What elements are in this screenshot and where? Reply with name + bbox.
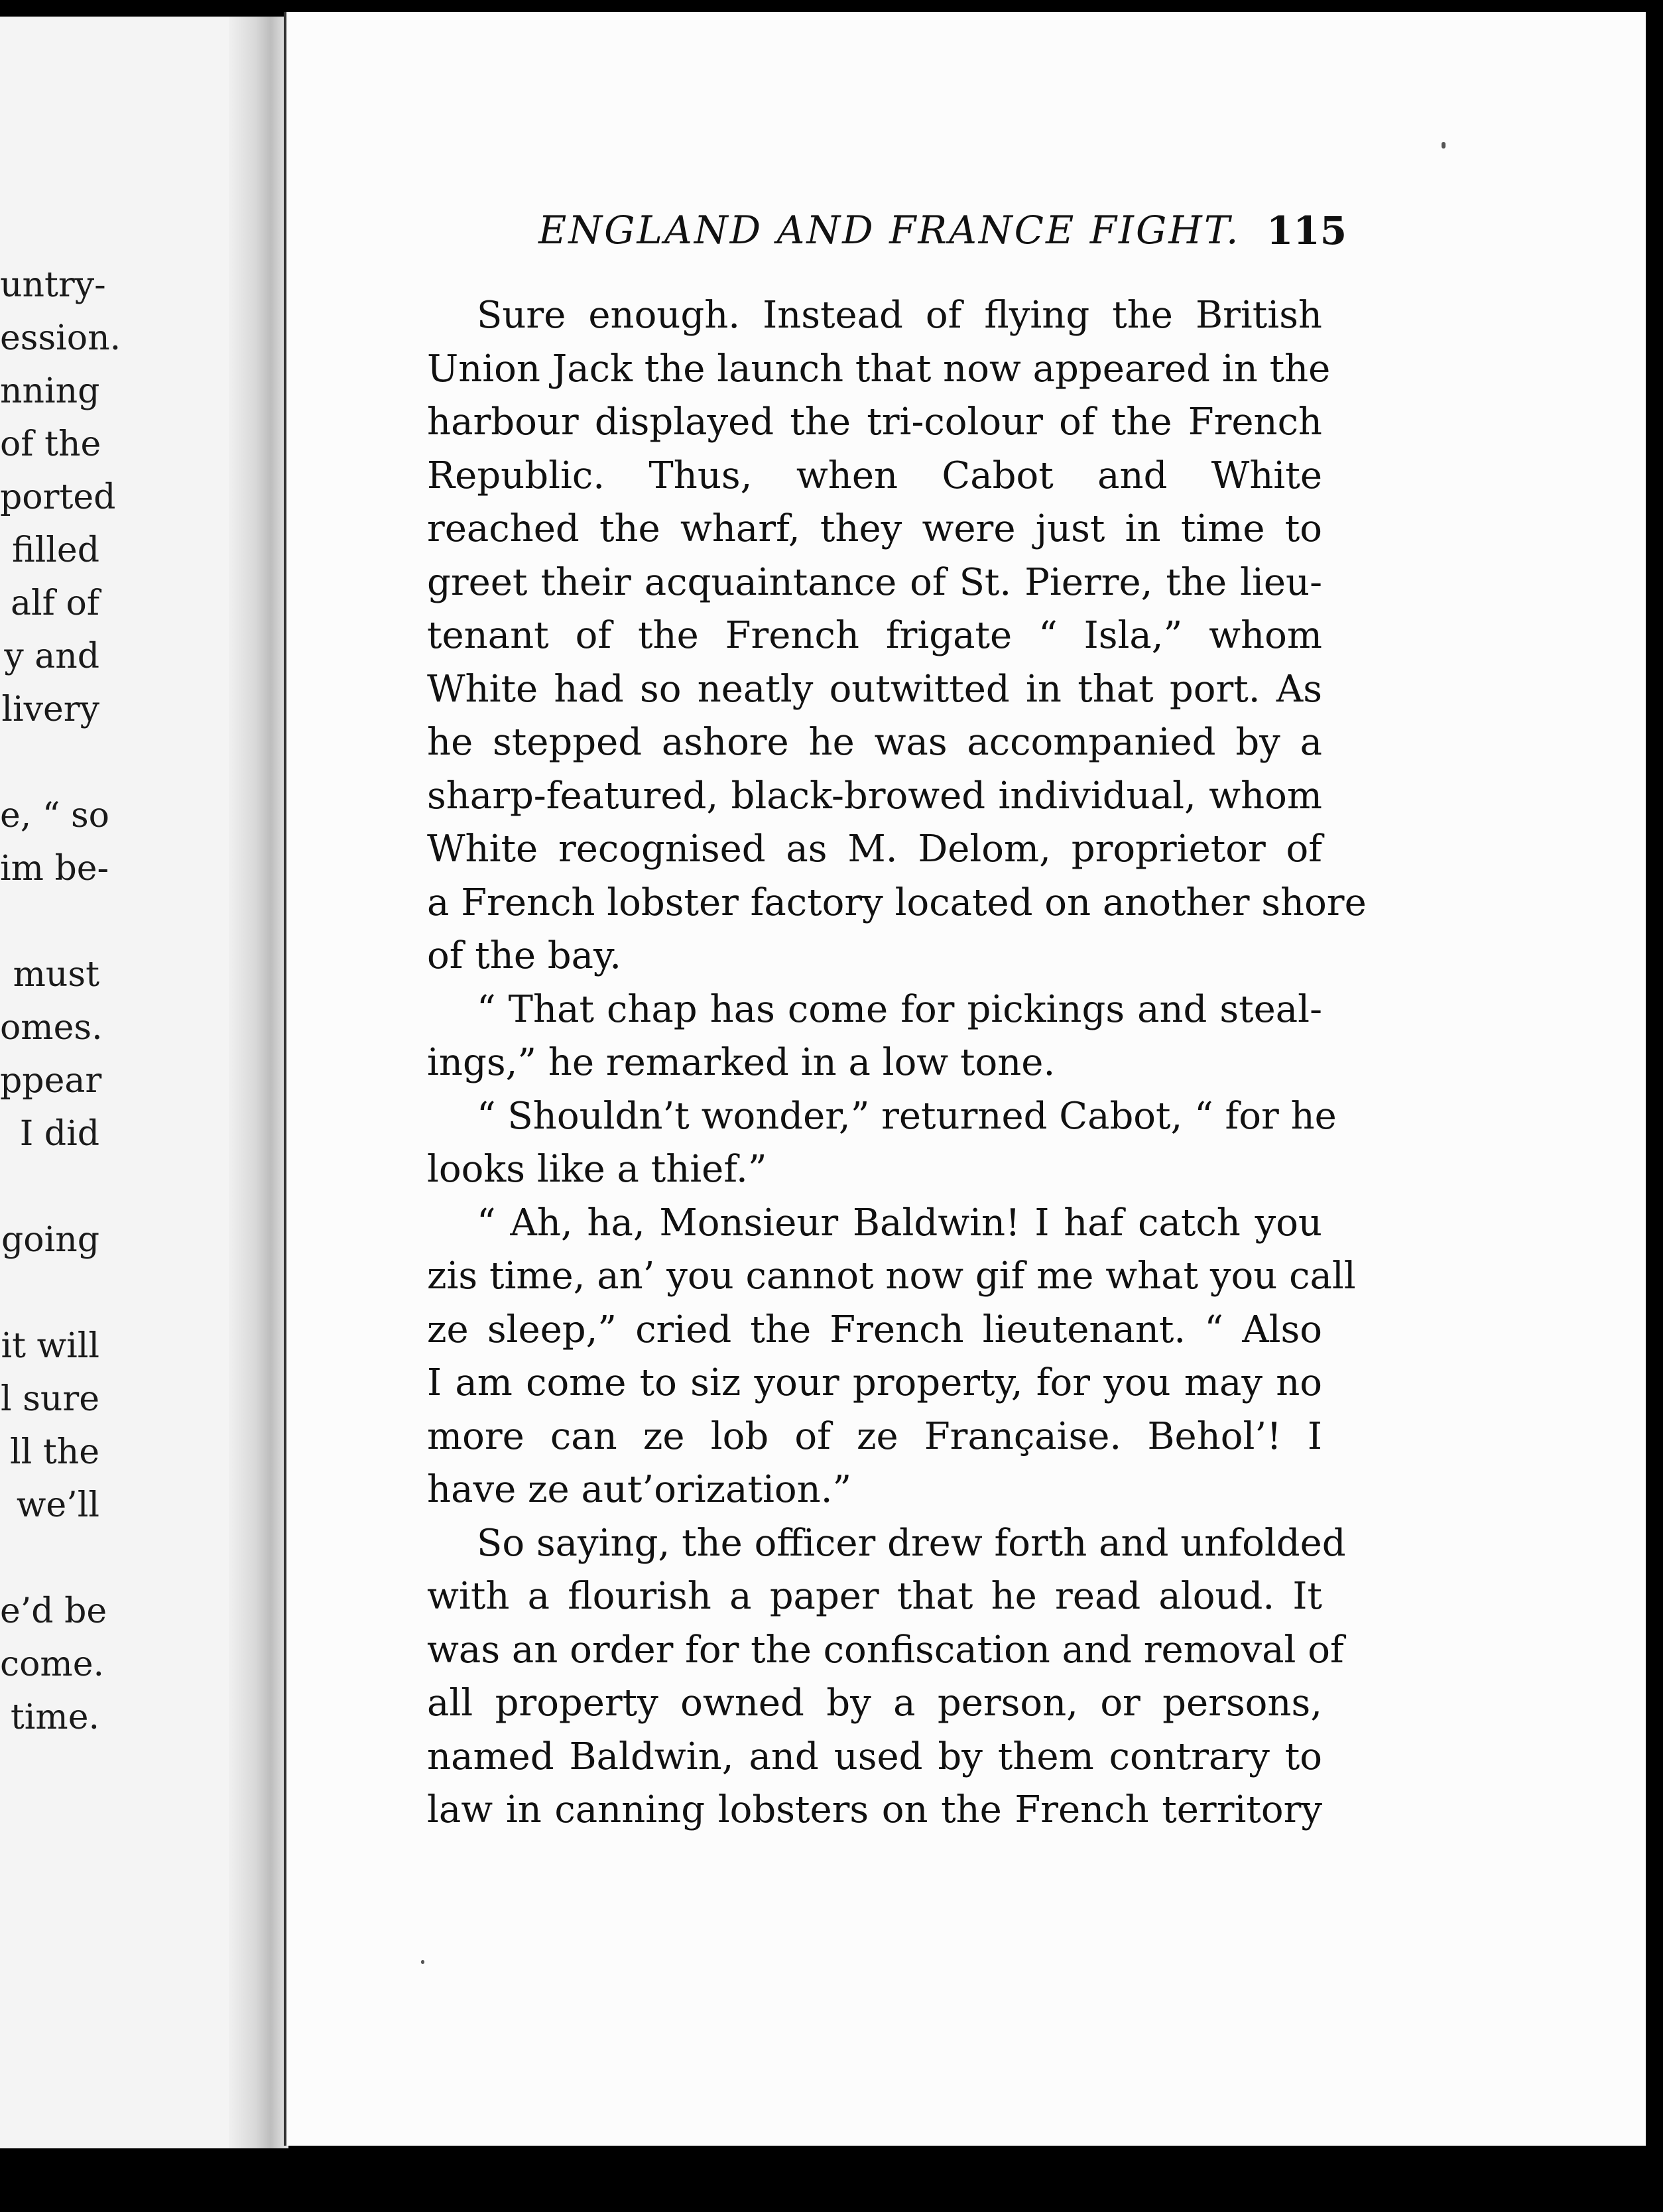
previous-page-line: going xyxy=(1,1220,99,1260)
text-line: ings,” he remarked in a low tone. xyxy=(427,1041,1056,1084)
text-line: looks like a thief.” xyxy=(427,1148,767,1191)
text-line: harbour displayed the tri-colour of the French xyxy=(427,400,1322,444)
previous-page-line: time. xyxy=(10,1697,99,1737)
text-line: So saying, the officer drew forth and unfolded xyxy=(477,1521,1346,1565)
page-number: 115 xyxy=(1266,208,1347,253)
previous-page-line: come. xyxy=(0,1644,105,1684)
text-line: Union Jack the launch that now appeared in the xyxy=(427,347,1331,391)
previous-page-line: livery xyxy=(1,690,99,729)
scan-speck xyxy=(1442,142,1446,149)
previous-page-line: e’d be xyxy=(0,1591,107,1631)
previous-page-line: im be- xyxy=(0,849,109,889)
text-line: a French lobster factory located on another shore xyxy=(427,881,1367,924)
book-page xyxy=(284,12,1646,2146)
text-line: greet their acquaintance of St. Pierre, the lieu- xyxy=(427,560,1322,604)
text-line: with a flourish a paper that he read aloud. It xyxy=(427,1575,1322,1618)
body-text xyxy=(427,289,1367,1837)
previous-page-line: I did xyxy=(19,1114,99,1154)
scan-speck xyxy=(421,1960,424,1964)
previous-page-line: ported xyxy=(0,477,116,517)
text-line: White had so neatly outwitted in that port. As xyxy=(427,667,1322,711)
text-line: all property owned by a person, or persons, xyxy=(427,1682,1322,1725)
text-line: of the bay. xyxy=(427,934,621,977)
text-line: ze sleep,” cried the French lieutenant. “ Also xyxy=(427,1308,1322,1351)
text-line: “ Shouldn’t wonder,” returned Cabot, “ for he xyxy=(477,1094,1337,1138)
previous-page-line: we’ll xyxy=(16,1485,99,1525)
text-line: White recognised as M. Delom, proprietor of xyxy=(427,828,1322,871)
book-gutter xyxy=(229,17,288,2148)
text-line: sharp-featured, black-browed individual, whom xyxy=(427,774,1322,818)
previous-page-line: l sure xyxy=(1,1379,99,1419)
text-line: Republic. Thus, when Cabot and White xyxy=(427,454,1322,497)
previous-page-line: e, “ so xyxy=(0,796,109,835)
previous-page-line: ll the xyxy=(10,1432,99,1472)
previous-page-line: it will xyxy=(1,1326,99,1366)
text-line: zis time, an’ you cannot now gif me what you call xyxy=(427,1255,1356,1298)
previous-page-line: alf of xyxy=(11,584,99,623)
previous-page-line: filled xyxy=(11,530,99,570)
text-line: tenant of the French frigate “ Isla,” whom xyxy=(427,614,1322,657)
text-line: “ That chap has come for pickings and steal- xyxy=(477,987,1322,1031)
previous-page-line: must xyxy=(13,955,99,995)
text-line: reached the wharf, they were just in time to xyxy=(427,507,1322,550)
previous-page-line: nning xyxy=(0,371,100,411)
previous-page-line: ession. xyxy=(0,318,121,358)
text-line: I am come to siz your property, for you may no xyxy=(427,1361,1322,1404)
text-line: have ze aut’orization.” xyxy=(427,1468,852,1511)
previous-page-line: ppear xyxy=(0,1061,102,1101)
text-line: more can ze lob of ze Française. Behol’! I xyxy=(427,1414,1322,1458)
previous-page-line: y and xyxy=(4,637,99,676)
text-line: named Baldwin, and used by them contrary to xyxy=(427,1735,1322,1778)
text-line: Sure enough. Instead of flying the British xyxy=(477,294,1322,337)
previous-page-line: untry- xyxy=(0,265,106,305)
previous-page-line: of the xyxy=(0,424,101,464)
running-head: ENGLAND AND FRANCE FIGHT. xyxy=(538,208,1241,253)
text-line: law in canning lobsters on the French territory xyxy=(427,1788,1322,1831)
text-line: he stepped ashore he was accompanied by a xyxy=(427,721,1322,764)
text-line: “ Ah, ha, Monsieur Baldwin! I haf catch you xyxy=(477,1201,1322,1245)
previous-page-line: omes. xyxy=(0,1008,103,1048)
text-line: was an order for the confiscation and removal of xyxy=(427,1628,1344,1672)
